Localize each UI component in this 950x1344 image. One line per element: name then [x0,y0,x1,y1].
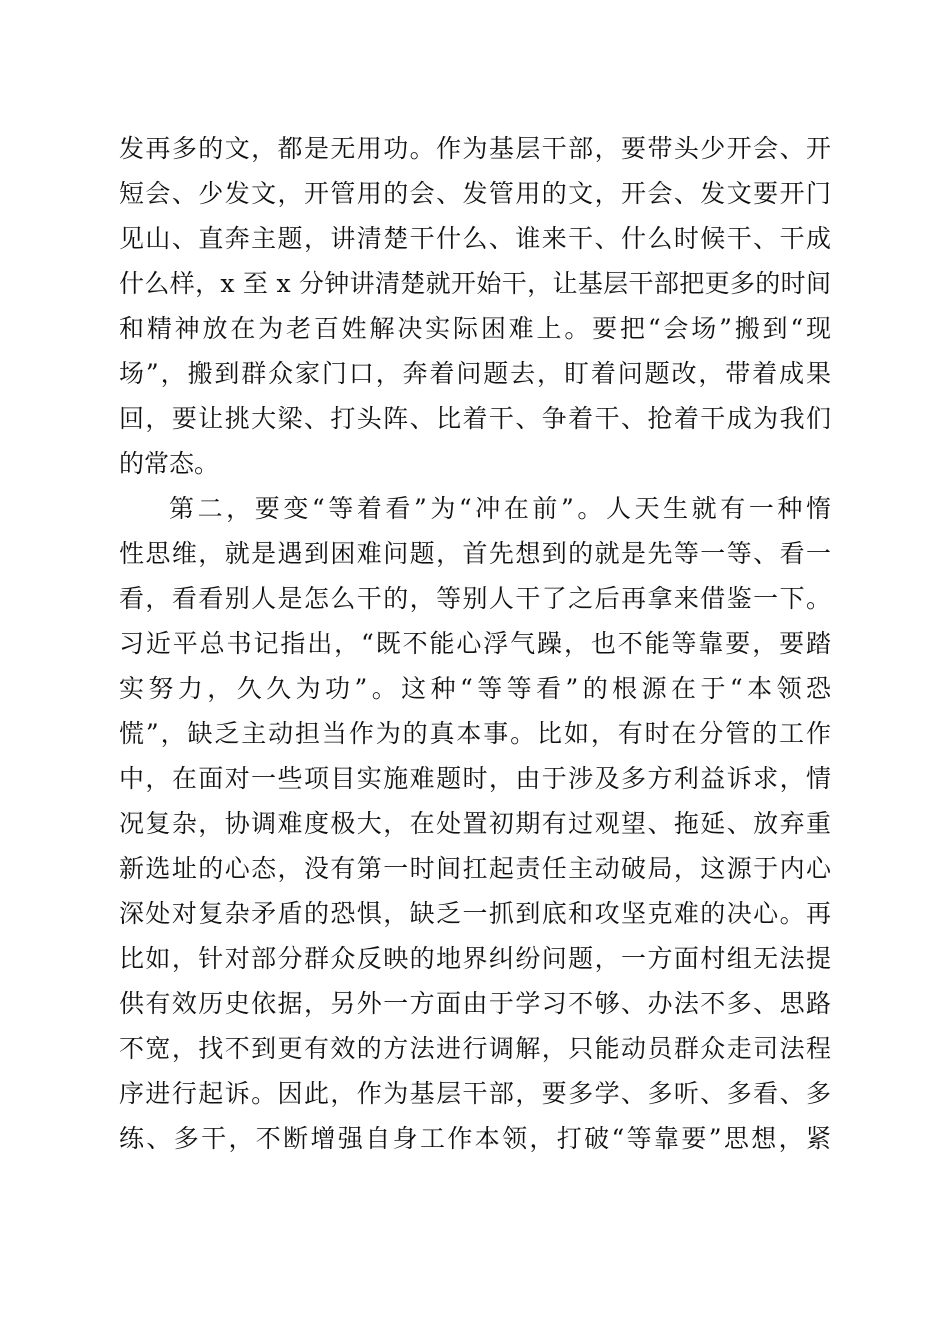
text-line: 回，要让挑大梁、打头阵、比着干、争着干、抢着干成为我们 [119,404,831,433]
body-text [119,126,831,1161]
text-line: 序进行起诉。因此，作为基层干部，要多学、多听、多看、多 [119,1079,831,1108]
text-line: 深处对复杂矛盾的恐惧，缺乏一抓到底和攻坚克难的决心。再 [119,899,831,928]
text-line: 比如，针对部分群众反映的地界纠纷问题，一方面村组无法提 [119,944,831,973]
text-line: 见山、直奔主题，讲清楚干什么、谁来干、什么时候干、干成 [119,224,831,253]
text-line: 实努力，久久为功”。这种“等等看”的根源在于“本领恐 [119,674,831,703]
text-line: 不宽，找不到更有效的方法进行调解，只能动员群众走司法程 [119,1034,831,1063]
text-line: 习近平总书记指出，“既不能心浮气躁，也不能等靠要，要踏 [119,629,831,658]
text-line: 和精神放在为老百姓解决实际困难上。要把“会场”搬到“现 [119,314,831,343]
text-line: 看，看看别人是怎么干的，等别人干了之后再拿来借鉴一下。 [119,584,831,613]
text-line: 中，在面对一些项目实施难题时，由于涉及多方利益诉求，情 [119,764,831,793]
text-line: 慌”，缺乏主动担当作为的真本事。比如，有时在分管的工作 [119,719,831,748]
text-line: 供有效历史依据，另外一方面由于学习不够、办法不多、思路 [119,989,831,1018]
text-line: 性思维，就是遇到困难问题，首先想到的就是先等一等、看一 [119,539,831,568]
paragraph-start-line: 第二，要变“等着看”为“冲在前”。人天生就有一种惰 [169,494,831,523]
text-line: 新选址的心态，没有第一时间扛起责任主动破局，这源于内心 [119,854,831,883]
text-line: 的常态。 [119,449,220,478]
text-line: 况复杂，协调难度极大，在处置初期有过观望、拖延、放弃重 [119,809,831,838]
text-line: 短会、少发文，开管用的会、发管用的文，开会、发文要开门 [119,179,831,208]
text-line: 练、多干，不断增强自身工作本领，打破“等靠要”思想，紧 [119,1124,831,1153]
text-line: 场”，搬到群众家门口，奔着问题去，盯着问题改，带着成果 [119,359,831,388]
text-line: 发再多的文，都是无用功。作为基层干部，要带头少开会、开 [119,134,831,163]
text-line: 什么样，x 至 x 分钟讲清楚就开始干，让基层干部把更多的时间 [119,269,831,298]
